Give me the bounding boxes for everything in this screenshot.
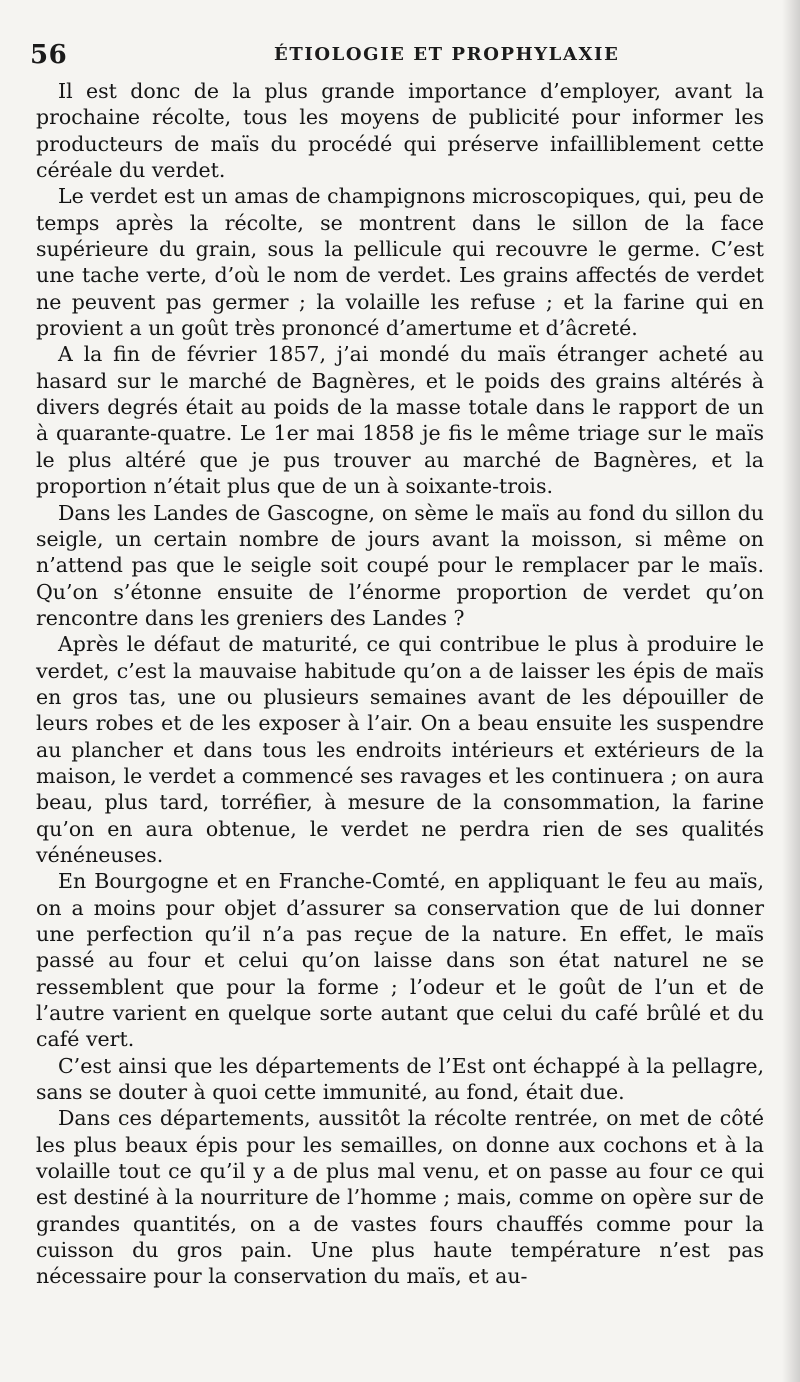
paragraph: Dans les Landes de Gascogne, on sème le maïs au fond du sillon du seigle, un certain nombre de jours avant la moisson, si même on n’attend pas que le seigle soit coupé pour le remplacer par le maïs. Qu’on s’étonne ensuite de l’énorme proportion de verdet qu’on rencontre dans les greniers des Landes ? (36, 500, 764, 630)
running-title: ÉTIOLOGIE ET PROPHYLAXIE (274, 44, 620, 65)
paragraph: Dans ces départements, aussitôt la récolte rentrée, on met de côté les plus beaux épis pour les semailles, on donne aux cochons et à la volaille tout ce qu’il y a de plus mal venu, et on passe au four ce qui est destiné à la nourriture de l’homme ; mais, comme on opère sur de grandes quantités, on a de vastes fours chauffés comme pour la cuisson du gros pain. Une plus haute température n’est pas nécessaire pour la conservation du maïs, et au- (36, 1106, 764, 1289)
paragraph: C’est ainsi que les départements de l’Est ont échappé à la pellagre, sans se douter à quoi cette immunité, au fond, était due. (36, 1053, 764, 1105)
paragraph: En Bourgogne et en Franche-Comté, en appliquant le feu au maïs, on a moins pour objet d’assurer sa conservation que de lui donner une perfection qu’il n’a pas reçue de la nature. En effet, le maïs passé au four et celui qu’on laisse dans son état naturel ne se ressemblent que pour la forme ; l’odeur et le goût de l’un et de l’autre varient en quelque sorte autant que celui du café brûlé et du café vert. (36, 869, 764, 1052)
page-edge-shadow (782, 0, 800, 1382)
paragraph: A la fin de février 1857, j’ai mondé du maïs étranger acheté au hasard sur le marché de Bagnères, et le poids des grains altérés à divers degrés était au poids de la masse totale dans le rapport de un à quarante-quatre. Le 1er mai 1858 je fis le même triage sur le maïs le plus altéré que je pus trouver au marché de Bagnères, et la proportion n’était plus que de un à soixante-trois. (36, 342, 764, 499)
paragraph: Après le défaut de maturité, ce qui contribue le plus à produire le verdet, c’est la mauvaise habitude qu’on a de laisser les épis de maïs en gros tas, une ou plusieurs semaines avant de les dépouiller de leurs robes et de les exposer à l’air. On a beau ensuite les suspendre au plancher et dans tous les endroits intérieurs et extérieurs de la maison, le verdet a commencé ses ravages et les continuera ; on aura beau, plus tard, torréfier, à mesure de la consommation, la farine qu’on en aura obtenue, le verdet ne perdra rien de ses qualités vénéneuses. (36, 632, 764, 867)
page-number: 56 (30, 40, 68, 70)
paragraph: Il est donc de la plus grande importance d’employer, avant la prochaine récolte, tous les moyens de publicité pour informer les producteurs de maïs du procédé qui préserve infailliblement cette céréale du verdet. (36, 79, 764, 183)
body-text (36, 78, 764, 1290)
page-header (30, 38, 770, 72)
paragraph: Le verdet est un amas de champignons microscopiques, qui, peu de temps après la récolte, se montrent dans le sillon de la face supérieure du grain, sous la pellicule qui recouvre le germe. C’est une tache verte, d’où le nom de verdet. Les grains affectés de verdet ne peuvent pas germer ; la volaille les refuse ; et la farine qui en provient a un goût très prononcé d’amertume et d’âcreté. (36, 184, 764, 341)
